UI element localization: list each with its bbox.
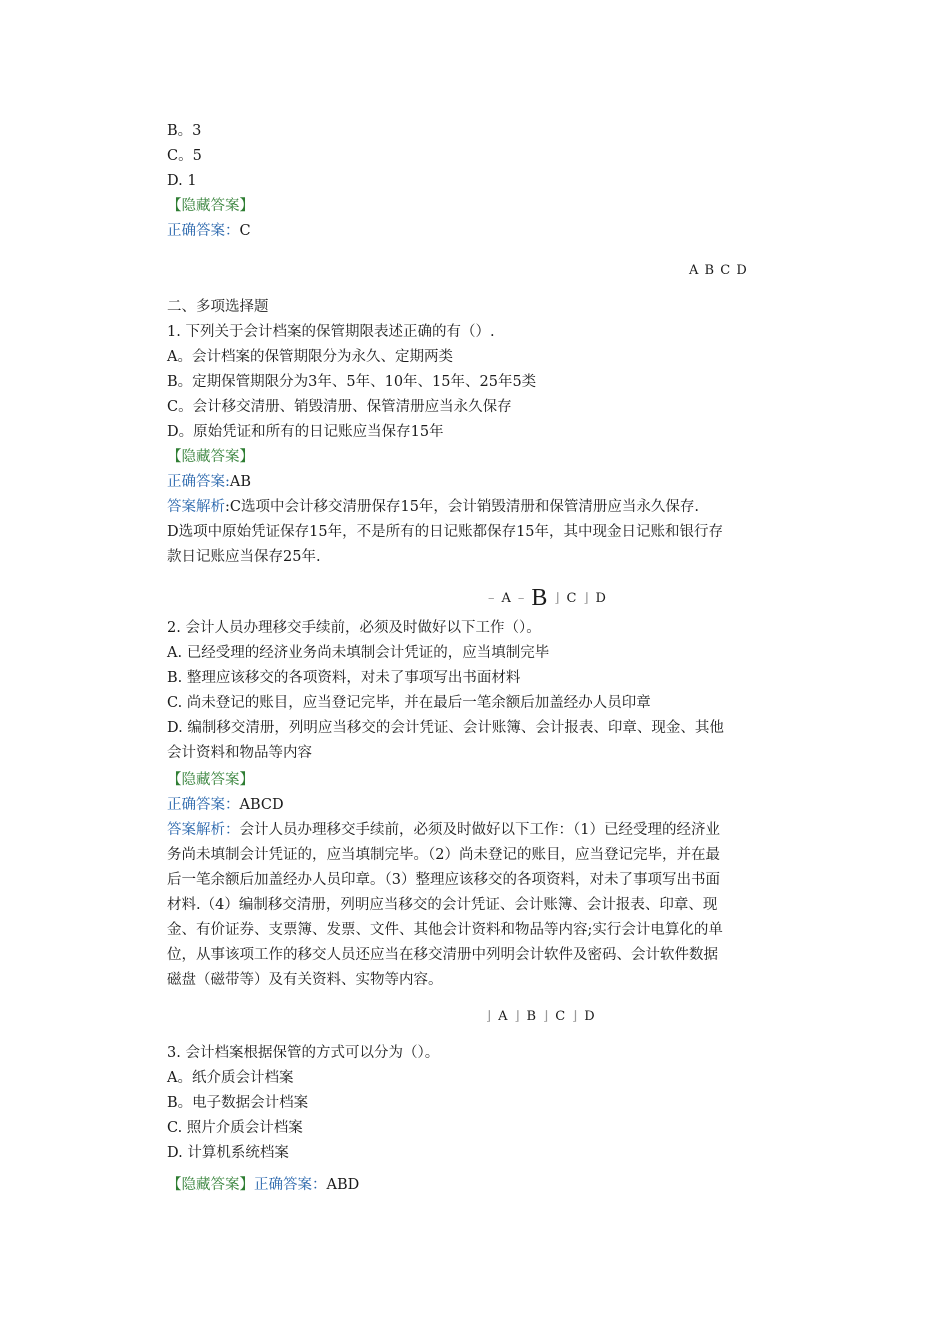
correct-answer bbox=[167, 472, 251, 492]
answer-label: 正确答案： bbox=[167, 223, 240, 239]
analysis-text: 磁盘（磁带等）及有关资料、实物等内容。 bbox=[167, 972, 443, 988]
separator: ⌋ bbox=[514, 1009, 521, 1024]
option-c: C. 尚未登记的账目，应当登记完毕，并在最后一笔余额后加盖经办人员印章 bbox=[167, 695, 651, 711]
hide-answer-link[interactable]: 【隐藏答案】 bbox=[167, 772, 254, 788]
correct-answer bbox=[167, 221, 251, 241]
separator: – bbox=[517, 591, 526, 606]
option-b: B. 整理应该移交的各项资料，对未了事项写出书面材料 bbox=[167, 670, 521, 686]
section-title: 二、多项选择题 bbox=[167, 299, 269, 315]
answer-value: ABD bbox=[326, 1177, 360, 1193]
separator: ⌋ bbox=[572, 1009, 579, 1024]
option-c: C. 照片介质会计档案 bbox=[167, 1120, 303, 1136]
choice-a[interactable]: A bbox=[498, 1009, 509, 1024]
choice-c[interactable]: C bbox=[566, 591, 578, 606]
option-c: C。会计移交清册、销毁清册、保管清册应当永久保存 bbox=[167, 399, 512, 415]
analysis-text: 务尚未填制会计凭证的，应当填制完毕。（2）尚未登记的账目，应当登记完毕，并在最 bbox=[167, 847, 720, 863]
answer-analysis bbox=[167, 497, 699, 517]
option-d-continued: 会计资料和物品等内容 bbox=[167, 745, 312, 761]
analysis-text: D选项中原始凭证保存15年，不是所有的日记账都保存15年，其中现金日记账和银行存 bbox=[167, 524, 724, 540]
option-a: A。会计档案的保管期限分为永久、定期两类 bbox=[167, 349, 453, 365]
choice-buttons bbox=[480, 1009, 596, 1024]
hide-answer-link[interactable]: 【隐藏答案】 bbox=[167, 198, 254, 214]
analysis-label: 答案解析 bbox=[167, 499, 225, 515]
correct-answer bbox=[167, 795, 284, 815]
choice-b[interactable]: B bbox=[526, 1009, 538, 1024]
separator: ⌋ bbox=[554, 591, 561, 606]
analysis-label: 答案解析： bbox=[167, 822, 240, 838]
analysis-text: 款日记账应当保存25年. bbox=[167, 549, 321, 565]
separator: – bbox=[488, 591, 496, 606]
question-stem: 3. 会计档案根据保管的方式可以分为（）。 bbox=[167, 1045, 440, 1061]
analysis-text: 会计人员办理移交手续前，必须及时做好以下工作：（1）已经受理的经济业 bbox=[239, 822, 720, 838]
option-b: B。定期保管期限分为3年、5年、10年、15年、25年5类 bbox=[167, 374, 537, 390]
answer-analysis bbox=[167, 820, 720, 840]
option-d: D。原始凭证和所有的日记账应当保存15年 bbox=[167, 424, 444, 440]
analysis-text: 后一笔余额后加盖经办人员印章。（3）整理应该移交的各项资料，对未了事项写出书面 bbox=[167, 872, 720, 888]
question-stem: 2. 会计人员办理移交手续前，必须及时做好以下工作（）。 bbox=[167, 620, 541, 636]
choice-b[interactable]: B bbox=[531, 585, 549, 611]
separator: ⌋ bbox=[543, 1009, 550, 1024]
option-a: A. 已经受理的经济业务尚未填制会计凭证的，应当填制完毕 bbox=[167, 645, 550, 661]
separator: ⌋ bbox=[583, 591, 590, 606]
option-b: B。电子数据会计档案 bbox=[167, 1095, 309, 1111]
choice-buttons bbox=[689, 263, 748, 278]
option-a: A。纸介质会计档案 bbox=[167, 1070, 294, 1086]
option-d: D. 编制移交清册，列明应当移交的会计凭证、会计账簿、会计报表、印章、现金、其他 bbox=[167, 720, 724, 736]
option-d: D. 计算机系统档案 bbox=[167, 1145, 289, 1161]
answer-label: 正确答案： bbox=[254, 1177, 327, 1193]
choice-d[interactable]: D bbox=[595, 591, 607, 606]
choice-buttons bbox=[482, 585, 607, 612]
choice-a[interactable]: A bbox=[501, 591, 512, 606]
option-c: C。5 bbox=[167, 148, 202, 164]
hide-and-answer bbox=[167, 1175, 359, 1195]
analysis-text: 材料.（4）编制移交清册，列明应当移交的会计凭证、会计账簿、会计报表、印章、现 bbox=[167, 897, 718, 913]
answer-value: C bbox=[239, 223, 251, 239]
answer-label: 正确答案: bbox=[167, 474, 230, 490]
question-stem: 1. 下列关于会计档案的保管期限表述正确的有（）. bbox=[167, 324, 495, 340]
hide-answer-link[interactable]: 【隐藏答案】 bbox=[167, 449, 254, 465]
option-d: D. 1 bbox=[167, 173, 197, 189]
separator: ⌋ bbox=[486, 1009, 493, 1024]
choice-c[interactable]: C bbox=[555, 1009, 567, 1024]
choice-b[interactable]: B bbox=[704, 263, 716, 278]
hide-answer-link[interactable]: 【隐藏答案】 bbox=[167, 1177, 254, 1193]
answer-value: AB bbox=[229, 474, 252, 490]
choice-a[interactable]: A bbox=[689, 263, 700, 278]
choice-d[interactable]: D bbox=[736, 263, 748, 278]
choice-c[interactable]: C bbox=[720, 263, 732, 278]
analysis-text: 位，从事该项工作的移交人员还应当在移交清册中列明会计软件及密码、会计软件数据 bbox=[167, 947, 718, 963]
answer-label: 正确答案： bbox=[167, 797, 240, 813]
analysis-text: :C选项中会计移交清册保存15年，会计销毁清册和保管清册应当永久保存. bbox=[225, 499, 700, 515]
option-b: B。3 bbox=[167, 123, 202, 139]
choice-d[interactable]: D bbox=[584, 1009, 596, 1024]
answer-value: ABCD bbox=[239, 797, 284, 813]
analysis-text: 金、有价证券、支票簿、发票、文件、其他会计资料和物品等内容;实行会计电算化的单 bbox=[167, 922, 723, 938]
